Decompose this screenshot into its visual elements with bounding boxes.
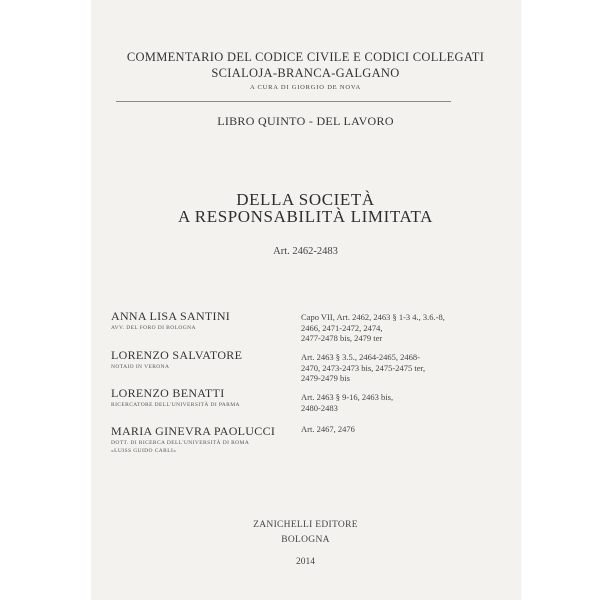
author-block <box>111 386 240 409</box>
ref-line: Art. 2467, 2476 <box>301 424 355 434</box>
ref-line: 2477-2478 bis, 2479 ter <box>301 333 383 343</box>
publisher-city: BOLOGNA <box>281 535 330 545</box>
author-block <box>111 309 230 332</box>
ref-line: 2480-2483 <box>301 402 338 413</box>
author-article-refs <box>301 312 445 344</box>
author-article-refs <box>301 424 355 435</box>
series-title: COMMENTARIO DEL CODICE CIVILE E CODICI COLLEGATI <box>126 50 485 64</box>
publication-year: 2014 <box>296 557 315 567</box>
ref-line: Capo VII, Art. 2462, 2463 § 1-3 4., 3.6.-8, <box>301 312 445 322</box>
author-block <box>111 348 242 371</box>
author-article-refs <box>301 352 425 384</box>
author-name: ANNA LISA SANTINI <box>111 309 231 323</box>
ref-line: Art. 2463 § 3.5., 2464-2465, 2468- <box>301 352 420 362</box>
header-rule <box>116 101 451 102</box>
ref-line: 2466, 2471-2472, 2474, <box>301 322 383 333</box>
author-role: DOTT. DI RICERCA DELL'UNIVERSITÀ DI ROMA <box>111 440 250 446</box>
article-range: Art. 2462-2483 <box>273 246 338 257</box>
author-role: AVV. DEL FORO DI BOLOGNA <box>111 325 196 331</box>
author-role: «LUISS GUIDO CARLI» <box>111 448 177 454</box>
ref-line: 2479-2479 bis <box>301 373 350 383</box>
author-name: LORENZO BENATTI <box>111 386 225 400</box>
publisher: ZANICHELLI EDITORE <box>253 520 358 530</box>
author-article-refs <box>301 392 393 413</box>
author-block <box>111 424 275 455</box>
book-title: LIBRO QUINTO - DEL LAVORO <box>217 114 394 128</box>
ref-line: 2470, 2473-2473 bis, 2475-2475 ter, <box>301 362 426 373</box>
main-title-line-1: DELLA SOCIETÀ <box>236 190 375 209</box>
author-role: RICERCATORE DELL'UNIVERSITÀ DI PARMA <box>111 402 240 408</box>
author-name: MARIA GINEVRA PAOLUCCI <box>111 424 276 438</box>
author-role: NOTAIO IN VERONA <box>111 364 170 370</box>
curator: A CURA DI GIORGIO DE NOVA <box>249 84 362 91</box>
title-page <box>91 0 520 600</box>
main-title-line-2: A RESPONSABILITÀ LIMITATA <box>177 207 433 226</box>
series-authors: SCIALOJA-BRANCA-GALGANO <box>211 66 400 80</box>
author-name: LORENZO SALVATORE <box>111 348 243 362</box>
ref-line: Art. 2463 § 9-16, 2463 bis, <box>301 392 394 402</box>
